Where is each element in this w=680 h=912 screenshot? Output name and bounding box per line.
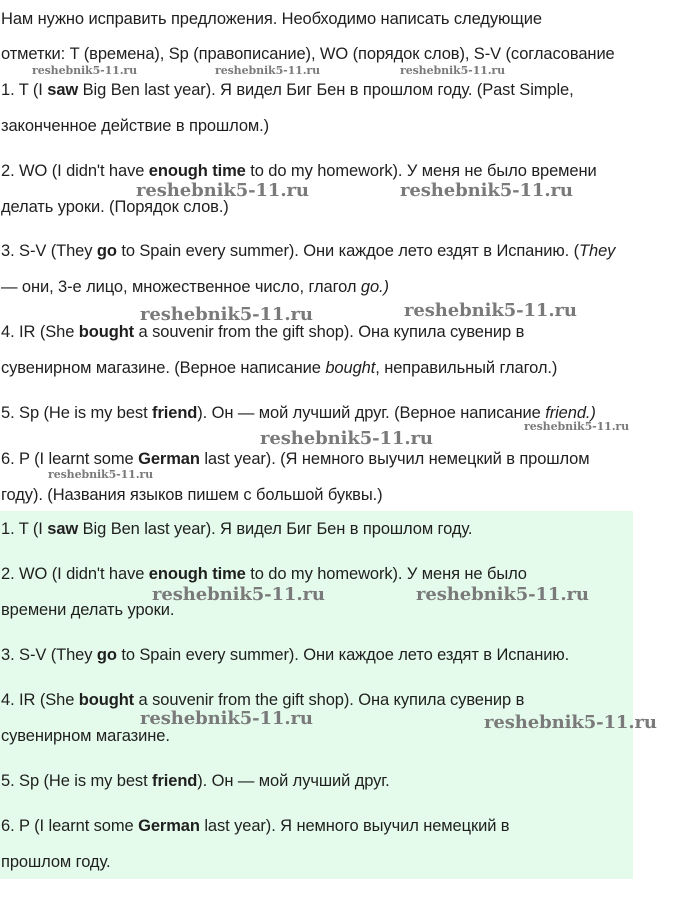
answer-item-6-cont: прошлом году.: [1, 853, 111, 871]
task-item-2: 2. WO (I didn't have enough time to do my homework). У меня не было времени: [1, 162, 597, 180]
watermark: reshebnik5-11.ru: [400, 180, 573, 201]
watermark: reshebnik5-11.ru: [416, 584, 589, 605]
watermark: reshebnik5-11.ru: [484, 712, 657, 733]
answer-item-5: 5. Sp (He is my best friend). Он — мой лучший друг.: [1, 772, 390, 790]
watermark: reshebnik5-11.ru: [136, 180, 309, 201]
task-item-1: 1. T (I saw Big Ben last year). Я видел Биг Бен в прошлом году. (Past Simple,: [1, 81, 574, 99]
answer-item-4: 4. IR (She bought a souvenir from the gift shop). Она купила сувенир в: [1, 691, 525, 709]
answer-item-6: 6. P (I learnt some German last year). Я немного выучил немецкий в: [1, 817, 510, 835]
answer-item-3: 3. S-V (They go to Spain every summer). Они каждое лето ездят в Испанию.: [1, 646, 570, 664]
watermark: reshebnik5-11.ru: [140, 304, 313, 325]
task-item-3-cont: — они, 3-е лицо, множественное число, глагол go.): [1, 278, 389, 296]
intro-line-2: отметки: T (времена), Sp (правописание), WO (порядок слов), S-V (согласование: [1, 45, 615, 63]
watermark: reshebnik5-11.ru: [32, 64, 138, 77]
task-item-1-cont: законченное действие в прошлом.): [1, 117, 270, 135]
task-item-2-cont: делать уроки. (Порядок слов.): [1, 198, 229, 216]
watermark: reshebnik5-11.ru: [140, 708, 313, 729]
task-item-4: 4. IR (She bought a souvenir from the gift shop). Она купила сувенир в: [1, 323, 525, 341]
watermark: reshebnik5-11.ru: [260, 428, 433, 449]
answer-item-2: 2. WO (I didn't have enough time to do my homework). У меня не было: [1, 565, 527, 583]
task-item-4-cont: сувенирном магазине. (Верное написание bought, неправильный глагол.): [1, 359, 558, 377]
watermark: reshebnik5-11.ru: [404, 300, 577, 321]
task-item-6: 6. P (I learnt some German last year). (Я немного выучил немецкий в прошлом: [1, 450, 590, 468]
answer-item-2-cont: времени делать уроки.: [1, 601, 175, 619]
watermark: reshebnik5-11.ru: [215, 64, 321, 77]
intro-line-1: Нам нужно исправить предложения. Необходимо написать следующие: [1, 10, 542, 28]
answer-item-1: 1. T (I saw Big Ben last year). Я видел Биг Бен в прошлом году.: [1, 520, 473, 538]
answer-item-4-cont: сувенирном магазине.: [1, 727, 170, 745]
task-item-5: 5. Sp (He is my best friend). Он — мой лучший друг. (Верное написание friend.): [1, 404, 596, 422]
task-item-3: 3. S-V (They go to Spain every summer). Они каждое лето ездят в Испанию. (They: [1, 242, 616, 260]
watermark: reshebnik5-11.ru: [524, 420, 630, 433]
watermark: reshebnik5-11.ru: [48, 468, 154, 481]
watermark: reshebnik5-11.ru: [400, 64, 506, 77]
task-item-6-cont: году). (Названия языков пишем с большой буквы.): [1, 486, 383, 504]
watermark: reshebnik5-11.ru: [152, 584, 325, 605]
